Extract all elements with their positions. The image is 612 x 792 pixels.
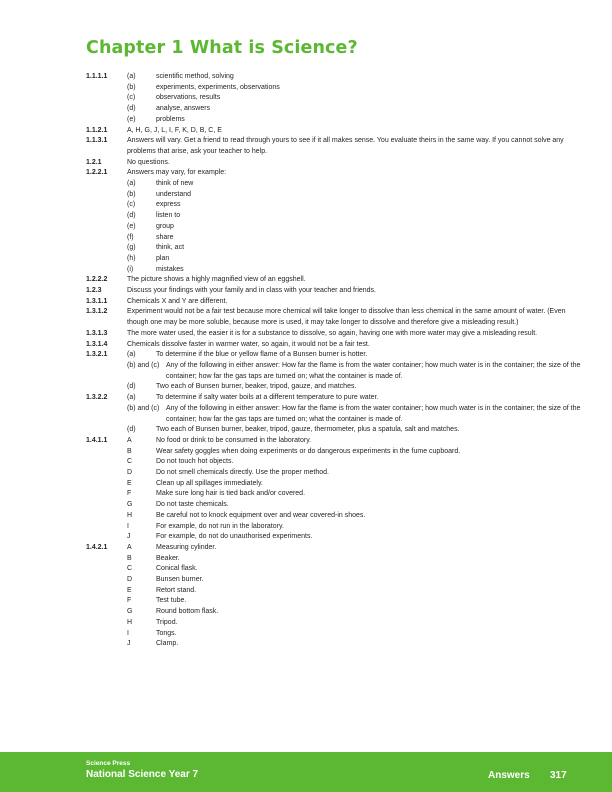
answer-row bbox=[86, 361, 582, 382]
answer-row bbox=[86, 457, 582, 468]
answer-row bbox=[86, 297, 582, 308]
answer-text: Make sure long hair is tied back and/or covered. bbox=[156, 490, 306, 498]
answer-row bbox=[86, 275, 582, 286]
answer-text: Any of the following in either answer: How far the flame is from the water container; how much water is in the container; the size of the container; how far the gas taps are turned on; what the container is made of. bbox=[166, 404, 581, 423]
answer-part-label: (a) bbox=[127, 351, 136, 359]
answer-text: Clean up all spillages immediately. bbox=[156, 479, 263, 487]
answer-text: think, act bbox=[156, 244, 185, 252]
answer-part-label: D bbox=[127, 576, 133, 584]
page-footer bbox=[0, 752, 612, 792]
answer-row bbox=[86, 479, 582, 490]
answer-row bbox=[86, 489, 582, 500]
answer-part-label: J bbox=[127, 533, 131, 541]
answer-row bbox=[86, 629, 582, 640]
answer-row bbox=[86, 222, 582, 233]
answer-part-label: D bbox=[127, 469, 133, 477]
question-number: 1.2.1 bbox=[86, 158, 102, 166]
answer-row bbox=[86, 83, 582, 94]
answer-text: Tripod. bbox=[156, 618, 178, 626]
answer-row bbox=[86, 350, 582, 361]
answer-part-label: G bbox=[127, 608, 133, 616]
answer-text: plan bbox=[156, 254, 170, 262]
answer-text: Answers will vary. Get a friend to read through yours to see if it all makes sense. You evaluate theirs in the same way. If you cannot solve any problems that arise, ask your teacher to help. bbox=[127, 137, 564, 155]
answer-part-label: (e) bbox=[127, 222, 136, 230]
publisher-name: Science Press bbox=[86, 760, 131, 767]
answer-row bbox=[86, 586, 582, 597]
answer-text: Tongs. bbox=[156, 629, 177, 637]
answer-part-label: A bbox=[127, 543, 132, 551]
answer-row bbox=[86, 382, 582, 393]
answer-text: Wear safety goggles when doing experiments or do dangerous experiments in the fume cupboard. bbox=[156, 447, 461, 455]
answer-row bbox=[86, 104, 582, 115]
answer-row bbox=[86, 575, 582, 586]
question-number: 1.1.2.1 bbox=[86, 126, 108, 134]
answer-text: Retort stand. bbox=[156, 586, 197, 594]
answer-part-label: (f) bbox=[127, 233, 134, 241]
answer-row bbox=[86, 639, 582, 650]
answer-part-label: (i) bbox=[127, 265, 134, 273]
answer-text: Discuss your findings with your family and in class with your teacher and friends. bbox=[127, 287, 376, 295]
page-number: 317 bbox=[550, 770, 567, 781]
answer-text: To determine if the blue or yellow flame of a Bunsen burner is hotter. bbox=[156, 351, 368, 359]
question-number: 1.2.2.1 bbox=[86, 169, 108, 177]
answer-row bbox=[86, 340, 582, 351]
answer-row bbox=[86, 72, 582, 83]
answer-row bbox=[86, 500, 582, 511]
answer-row bbox=[86, 522, 582, 533]
answer-row bbox=[86, 393, 582, 404]
question-number: 1.3.2.2 bbox=[86, 394, 108, 402]
answer-text: Bunsen burner. bbox=[156, 576, 204, 584]
answer-part-label: C bbox=[127, 565, 133, 573]
answer-part-label: (b) bbox=[127, 83, 136, 91]
answer-row bbox=[86, 190, 582, 201]
question-number: 1.2.3 bbox=[86, 287, 102, 295]
answer-part-label: G bbox=[127, 501, 133, 509]
answer-text: Clamp. bbox=[156, 640, 179, 648]
question-number: 1.1.1.1 bbox=[86, 73, 108, 80]
answer-text: express bbox=[156, 201, 181, 209]
answer-text: scientific method, solving bbox=[156, 73, 234, 80]
answer-text: Two each of Bunsen burner, beaker, tripod, gauze, thermometer, plus a spatula, salt and matches. bbox=[156, 426, 460, 434]
question-number: 1.3.1.1 bbox=[86, 297, 108, 305]
answer-part-label: (d) bbox=[127, 383, 136, 391]
answer-text: Test tube. bbox=[156, 597, 187, 605]
answer-part-label: I bbox=[127, 522, 129, 530]
answer-part-label: (d) bbox=[127, 426, 136, 434]
answer-text: Answers may vary, for example: bbox=[127, 169, 227, 177]
answer-text: Measuring cylinder. bbox=[156, 543, 217, 551]
answer-part-label: B bbox=[127, 554, 132, 562]
answer-text: experiments, experiments, observations bbox=[156, 83, 280, 91]
answer-row bbox=[86, 115, 582, 126]
answer-part-label: (a) bbox=[127, 73, 136, 80]
answer-row bbox=[86, 618, 582, 629]
answer-text: problems bbox=[156, 115, 185, 123]
book-title: National Science Year 7 bbox=[86, 769, 199, 780]
question-number: 1.1.3.1 bbox=[86, 137, 108, 145]
answer-text: Experiment would not be a fair test because more chemical will take longer to dissolve than less chemical in the same amount of water. (Even though one may be more soluble, because more is used, it may take longer to dissolve and therefore give a misleading result.) bbox=[127, 308, 566, 327]
answer-row bbox=[86, 265, 582, 276]
answer-part-label: (c) bbox=[127, 94, 136, 102]
answer-text: Do not taste chemicals. bbox=[156, 501, 229, 509]
answer-part-label: A bbox=[127, 436, 132, 444]
question-number: 1.3.1.3 bbox=[86, 329, 108, 337]
answer-row bbox=[86, 168, 582, 179]
answer-text: For example, do not do unauthorised experiments. bbox=[156, 533, 313, 541]
answer-part-label: I bbox=[127, 629, 129, 637]
answer-part-label: E bbox=[127, 586, 132, 594]
answer-row bbox=[86, 425, 582, 436]
answer-row bbox=[86, 179, 582, 190]
answer-text: Be careful not to knock equipment over and wear covered-in shoes. bbox=[156, 511, 366, 519]
answer-text: understand bbox=[156, 190, 192, 198]
answer-part-label: J bbox=[127, 640, 131, 648]
answer-text: Chemicals dissolve faster in warmer water, so again, it would not be a fair test. bbox=[127, 340, 370, 348]
answer-row bbox=[86, 329, 582, 340]
answer-text: share bbox=[156, 233, 174, 241]
answer-row bbox=[86, 596, 582, 607]
answer-part-label: (b) and (c) bbox=[127, 361, 160, 369]
answer-row bbox=[86, 532, 582, 543]
answer-row bbox=[86, 554, 582, 565]
answer-text: Beaker. bbox=[156, 554, 180, 562]
question-number: 1.3.2.1 bbox=[86, 351, 108, 359]
answer-text: The more water used, the easier it is for a substance to dissolve, so again, having one with more water may give a misleading result. bbox=[127, 329, 538, 337]
question-number: 1.4.1.1 bbox=[86, 436, 108, 444]
answer-text: think of new bbox=[156, 180, 194, 188]
answer-text: Round bottom flask. bbox=[156, 608, 219, 616]
answer-part-label: (e) bbox=[127, 115, 136, 123]
answer-part-label: F bbox=[127, 490, 132, 498]
answer-part-label: H bbox=[127, 511, 133, 519]
answer-part-label: (b) and (c) bbox=[127, 404, 160, 412]
answer-text: Do not touch hot objects. bbox=[156, 458, 234, 466]
answer-text: No food or drink to be consumed in the laboratory. bbox=[156, 436, 312, 444]
answer-row bbox=[86, 468, 582, 479]
answer-text: To determine if salty water boils at a different temperature to pure water. bbox=[156, 394, 379, 402]
section-name: Answers bbox=[488, 770, 530, 781]
answer-row bbox=[86, 233, 582, 244]
answer-part-label: (g) bbox=[127, 244, 136, 252]
answer-text: listen to bbox=[156, 212, 181, 220]
answer-text: Do not smell chemicals directly. Use the proper method. bbox=[156, 469, 329, 477]
answer-part-label: (d) bbox=[127, 105, 136, 113]
answer-row bbox=[86, 211, 582, 222]
question-number: 1.3.1.4 bbox=[86, 340, 108, 348]
answer-row bbox=[86, 200, 582, 211]
answer-part-label: B bbox=[127, 447, 132, 455]
answer-row bbox=[86, 286, 582, 297]
answer-text: Two each of Bunsen burner, beaker, tripod, gauze, and matches. bbox=[156, 383, 357, 391]
answer-row bbox=[86, 243, 582, 254]
answer-text: observations, results bbox=[156, 94, 221, 102]
answer-text: Conical flask. bbox=[156, 565, 198, 573]
answer-list bbox=[86, 72, 582, 650]
answer-part-label: H bbox=[127, 618, 133, 626]
answer-row bbox=[86, 543, 582, 554]
answer-row bbox=[86, 511, 582, 522]
answer-row bbox=[86, 447, 582, 458]
answer-text: group bbox=[156, 222, 174, 230]
answer-row bbox=[86, 436, 582, 447]
answer-text: A, H, G, J, L, I, F, K, D, B, C, E bbox=[127, 126, 222, 134]
answer-part-label: F bbox=[127, 597, 132, 605]
answer-text: The picture shows a highly magnified view of an eggshell. bbox=[127, 276, 306, 284]
answer-row bbox=[86, 607, 582, 618]
answer-text: mistakes bbox=[156, 265, 184, 273]
answer-text: analyse, answers bbox=[156, 105, 211, 113]
question-number: 1.2.2.2 bbox=[86, 276, 108, 284]
answer-row bbox=[86, 254, 582, 265]
answer-row bbox=[86, 158, 582, 169]
answer-part-label: (a) bbox=[127, 180, 136, 188]
answer-row bbox=[86, 564, 582, 575]
answer-text: For example, do not run in the laboratory. bbox=[156, 522, 284, 530]
answer-row bbox=[86, 136, 582, 157]
page-title: Chapter 1 What is Science? bbox=[86, 38, 358, 58]
answer-part-label: (c) bbox=[127, 201, 136, 209]
answer-text: No questions. bbox=[127, 158, 170, 166]
answer-part-label: E bbox=[127, 479, 132, 487]
question-number: 1.4.2.1 bbox=[86, 543, 108, 551]
answer-part-label: (d) bbox=[127, 212, 136, 220]
answer-row bbox=[86, 404, 582, 425]
answer-part-label: (h) bbox=[127, 254, 136, 262]
answer-text: Chemicals X and Y are different. bbox=[127, 297, 228, 305]
answer-part-label: C bbox=[127, 458, 133, 466]
question-number: 1.3.1.2 bbox=[86, 308, 108, 316]
answer-row bbox=[86, 93, 582, 104]
answer-row bbox=[86, 126, 582, 137]
answer-part-label: (a) bbox=[127, 394, 136, 402]
answer-part-label: (b) bbox=[127, 190, 136, 198]
answer-text: Any of the following in either answer: How far the flame is from the water container; how much water is in the container; the size of the container; how far the gas taps are turned on; what the container is made of. bbox=[166, 361, 581, 380]
answer-row bbox=[86, 307, 582, 328]
